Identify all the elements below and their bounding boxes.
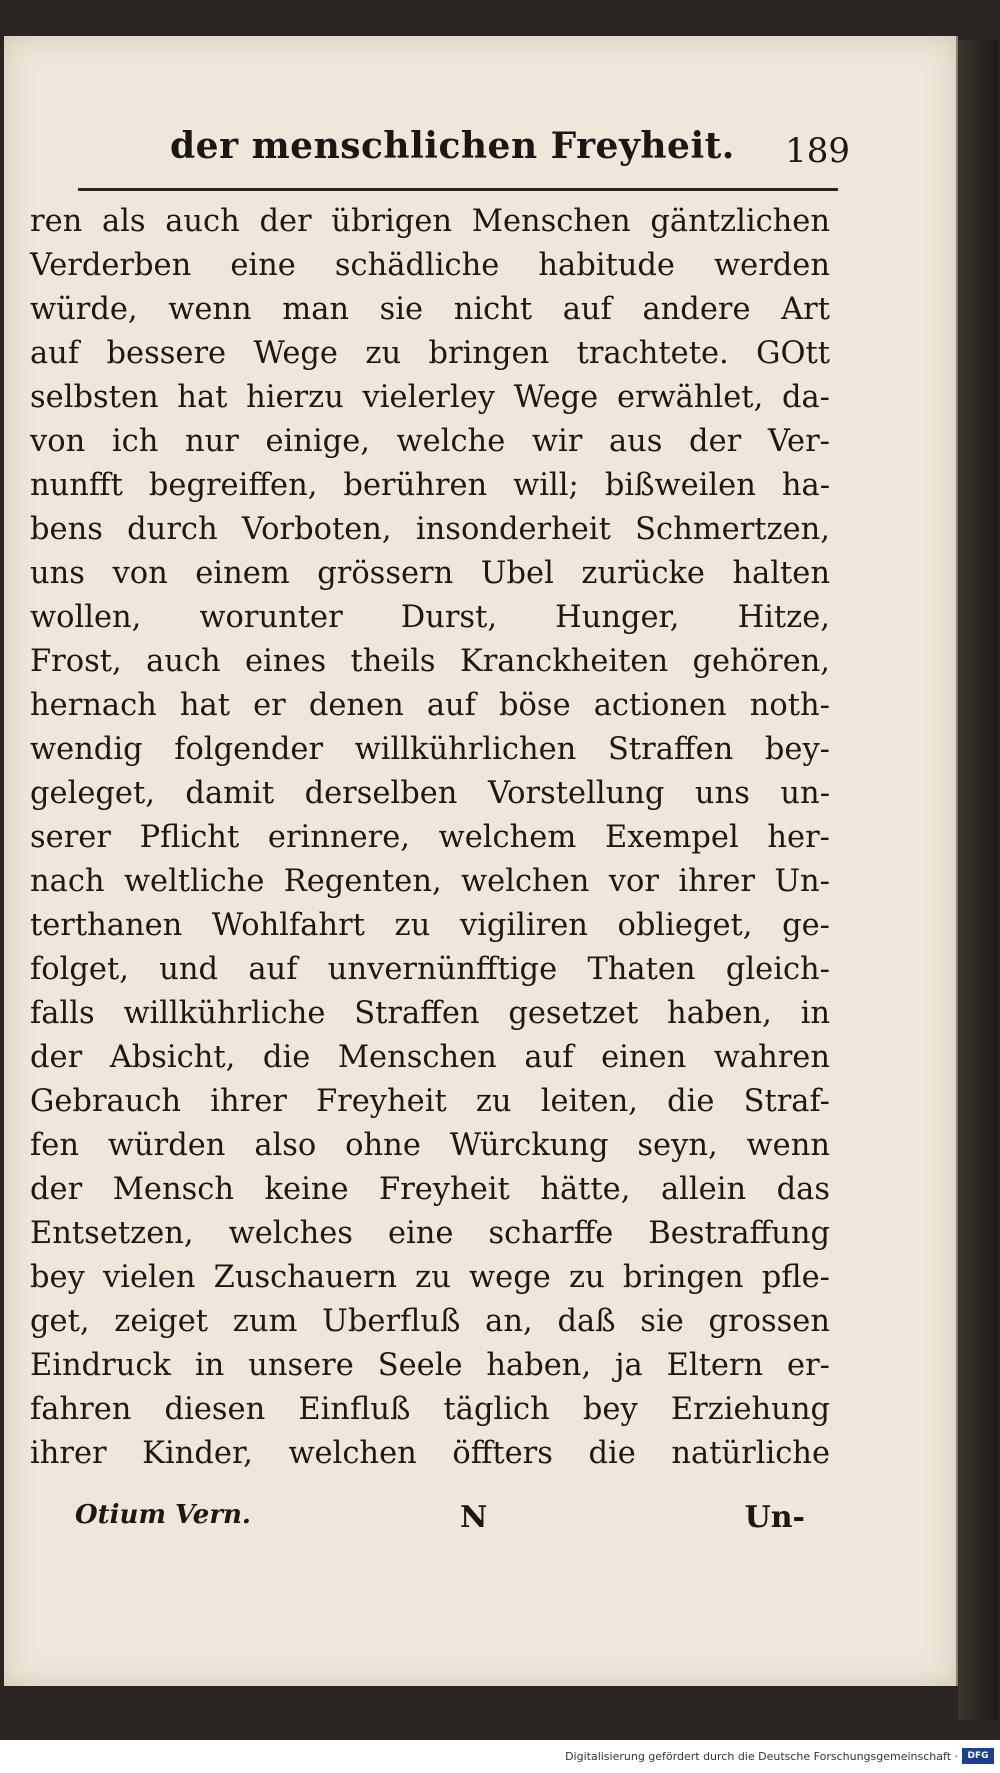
text-line: hernach hat er denen auf böse actionen noth- xyxy=(30,688,830,723)
header-rule xyxy=(78,188,838,191)
page-header xyxy=(170,125,850,181)
text-line: Gebrauch ihrer Freyheit zu leiten, die Straf- xyxy=(30,1084,830,1119)
text-line: fahren diesen Einfluß täglich bey Erziehung xyxy=(30,1392,830,1427)
running-title: der menschlichen Freyheit. xyxy=(170,125,735,167)
text-line: Entsetzen, welches eine scharffe Bestraffung xyxy=(30,1216,830,1251)
text-line: uns von einem grössern Ubel zurücke halten xyxy=(30,556,830,591)
text-line: auf bessere Wege zu bringen trachtete. GOtt xyxy=(30,336,830,371)
text-line: ren als auch der übrigen Menschen gäntzlichen xyxy=(30,204,830,239)
text-line: bens durch Vorboten, insonderheit Schmertzen, xyxy=(30,512,830,547)
page-number: 189 xyxy=(785,131,850,171)
signature-mark: Otium Vern. xyxy=(75,1500,251,1530)
text-line: fen würden also ohne Würckung seyn, wenn xyxy=(30,1128,830,1163)
text-line: ihrer Kinder, welchen öffters die natürliche xyxy=(30,1436,830,1471)
text-line: serer Pflicht erinnere, welchem Exempel her- xyxy=(30,820,830,855)
text-line: folget, und auf unvernünfftige Thaten gleich- xyxy=(30,952,830,987)
text-line: nunfft begreiffen, berühren will; bißweilen ha- xyxy=(30,468,830,503)
text-line: falls willkührliche Straffen gesetzet haben, in xyxy=(30,996,830,1031)
text-line: der Absicht, die Menschen auf einen wahren xyxy=(30,1040,830,1075)
text-line: terthanen Wohlfahrt zu vigiliren oblieget, ge- xyxy=(30,908,830,943)
digitization-credit: Digitalisierung gefördert durch die Deutsche Forschungsgemeinschaft · xyxy=(565,1750,958,1763)
catchword: Un- xyxy=(744,1500,805,1535)
text-line: wollen, worunter Durst, Hunger, Hitze, xyxy=(30,600,830,635)
text-line: selbsten hat hierzu vielerley Wege erwählet, da- xyxy=(30,380,830,415)
text-line: Verderben eine schädliche habitude werden xyxy=(30,248,830,283)
page-footer xyxy=(75,1500,805,1550)
credit-bar xyxy=(0,1740,1000,1773)
text-line: würde, wenn man sie nicht auf andere Art xyxy=(30,292,830,327)
body-text xyxy=(30,200,830,1476)
text-line: wendig folgender willkührlichen Straffen bey- xyxy=(30,732,830,767)
text-line: von ich nur einige, welche wir aus der Ver- xyxy=(30,424,830,459)
text-line: Frost, auch eines theils Kranckheiten gehören, xyxy=(30,644,830,679)
text-line: get, zeiget zum Uberfluß an, daß sie grossen xyxy=(30,1304,830,1339)
text-line: der Mensch keine Freyheit hätte, allein das xyxy=(30,1172,830,1207)
sheet-mark: N xyxy=(460,1500,488,1535)
book-edge xyxy=(958,40,998,1720)
text-line: Eindruck in unsere Seele haben, ja Eltern er- xyxy=(30,1348,830,1383)
text-line: bey vielen Zuschauern zu wege zu bringen pfle- xyxy=(30,1260,830,1295)
dfg-logo: DFG xyxy=(962,1748,994,1764)
text-line: geleget, damit derselben Vorstellung uns un- xyxy=(30,776,830,811)
text-line: nach weltliche Regenten, welchen vor ihrer Un- xyxy=(30,864,830,899)
